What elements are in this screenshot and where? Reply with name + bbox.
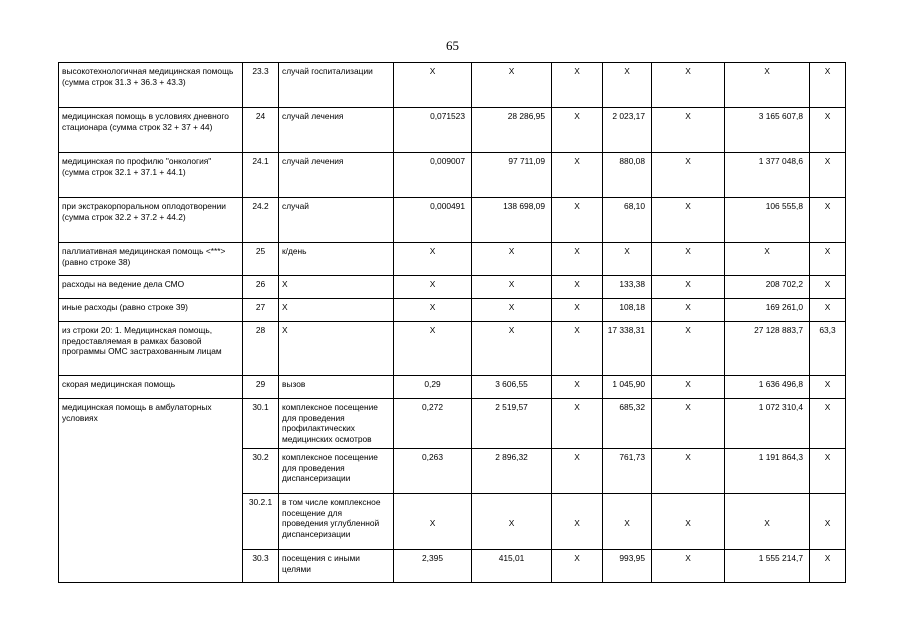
cell-value: 2 896,32 — [472, 449, 552, 494]
cell-value: X — [472, 276, 552, 299]
cell-value: X — [725, 494, 810, 550]
row-name: скорая медицинская помощь — [59, 376, 243, 399]
cell-value: X — [552, 63, 603, 108]
cell-value: 0,071523 — [394, 108, 472, 153]
cell-value: X — [810, 276, 846, 299]
row-unit: комплексное посещение для проведения диспансеризации — [279, 449, 394, 494]
row-number: 29 — [243, 376, 279, 399]
cell-value: X — [652, 322, 725, 376]
cell-value: X — [652, 108, 725, 153]
cell-value: X — [652, 153, 725, 198]
cell-value: X — [394, 276, 472, 299]
cell-value: X — [652, 376, 725, 399]
cell-value: X — [552, 494, 603, 550]
cell-value: 133,38 — [603, 276, 652, 299]
cell-value: X — [652, 243, 725, 276]
cell-value: X — [810, 376, 846, 399]
cell-value: 2,395 — [394, 550, 472, 583]
row-name: из строки 20: 1. Медицинская помощь, предоставляемая в рамках базовой программы ОМС застрахованным лицам — [59, 322, 243, 376]
cell-value: 1 191 864,3 — [725, 449, 810, 494]
cell-value: X — [810, 153, 846, 198]
cell-value: X — [652, 198, 725, 243]
cell-value: 1 377 048,6 — [725, 153, 810, 198]
cell-value: X — [652, 276, 725, 299]
cell-value: X — [552, 550, 603, 583]
cell-value: 138 698,09 — [472, 198, 552, 243]
row-unit: X — [279, 299, 394, 322]
cell-value: 415,01 — [472, 550, 552, 583]
cell-value: X — [810, 108, 846, 153]
cell-value: X — [603, 494, 652, 550]
table-row — [59, 399, 846, 449]
cell-value: X — [603, 63, 652, 108]
row-unit: случай — [279, 198, 394, 243]
cell-value: X — [394, 243, 472, 276]
cell-value: 0,000491 — [394, 198, 472, 243]
row-name: расходы на ведение дела СМО — [59, 276, 243, 299]
cell-value: 761,73 — [603, 449, 652, 494]
cell-value: X — [552, 399, 603, 449]
row-number: 30.1 — [243, 399, 279, 449]
cell-value: 3 165 607,8 — [725, 108, 810, 153]
row-number: 30.3 — [243, 550, 279, 583]
cell-value: X — [810, 299, 846, 322]
row-name: высокотехнологичная медицинская помощь (сумма строк 31.3 + 36.3 + 43.3) — [59, 63, 243, 108]
cell-value: 2 519,57 — [472, 399, 552, 449]
cell-value: 27 128 883,7 — [725, 322, 810, 376]
row-name: паллиативная медицинская помощь <***> (равно строке 38) — [59, 243, 243, 276]
cell-value: 0,263 — [394, 449, 472, 494]
cell-value: 97 711,09 — [472, 153, 552, 198]
cell-value: X — [810, 243, 846, 276]
row-unit: в том числе комплексное посещение для проведения углубленной диспансеризации — [279, 494, 394, 550]
cell-value: 685,32 — [603, 399, 652, 449]
row-unit: X — [279, 322, 394, 376]
cell-value: X — [652, 399, 725, 449]
table-row — [59, 276, 846, 299]
cell-value: 993,95 — [603, 550, 652, 583]
row-name: медицинская помощь в условиях дневного стационара (сумма строк 32 + 37 + 44) — [59, 108, 243, 153]
cell-value: X — [472, 494, 552, 550]
cell-value: X — [552, 198, 603, 243]
row-number: 24.2 — [243, 198, 279, 243]
cell-value: X — [552, 276, 603, 299]
cell-value: 880,08 — [603, 153, 652, 198]
cell-value: X — [394, 494, 472, 550]
cell-value: X — [810, 63, 846, 108]
cell-value: X — [552, 243, 603, 276]
row-unit: к/день — [279, 243, 394, 276]
cell-value: X — [552, 108, 603, 153]
cell-value: X — [552, 376, 603, 399]
row-unit: случай лечения — [279, 108, 394, 153]
cell-value: X — [652, 494, 725, 550]
cell-value: X — [810, 198, 846, 243]
cell-value: 208 702,2 — [725, 276, 810, 299]
row-number: 24 — [243, 108, 279, 153]
cell-value: 17 338,31 — [603, 322, 652, 376]
cell-value: 68,10 — [603, 198, 652, 243]
cell-value: 0,272 — [394, 399, 472, 449]
table-row — [59, 376, 846, 399]
cell-value: X — [652, 550, 725, 583]
row-unit: случай лечения — [279, 153, 394, 198]
cell-value: X — [725, 243, 810, 276]
cell-value: X — [810, 550, 846, 583]
cell-value: X — [472, 322, 552, 376]
cell-value: X — [394, 322, 472, 376]
cell-value: X — [552, 322, 603, 376]
row-number: 25 — [243, 243, 279, 276]
row-name: медицинская по профилю "онкология" (сумма строк 32.1 + 37.1 + 44.1) — [59, 153, 243, 198]
table-row — [59, 108, 846, 153]
row-unit: посещения с иными целями — [279, 550, 394, 583]
cell-value: X — [810, 449, 846, 494]
cell-value: X — [652, 299, 725, 322]
row-name: при экстракорпоральном оплодотворении (сумма строк 32.2 + 37.2 + 44.2) — [59, 198, 243, 243]
cell-value: 2 023,17 — [603, 108, 652, 153]
row-unit: комплексное посещение для проведения профилактических медицинских осмотров — [279, 399, 394, 449]
cell-value: 3 606,55 — [472, 376, 552, 399]
table-row — [59, 153, 846, 198]
cell-value: X — [394, 299, 472, 322]
cell-value: 63,3 — [810, 322, 846, 376]
cell-value: X — [472, 63, 552, 108]
cell-value: X — [725, 63, 810, 108]
row-unit: вызов — [279, 376, 394, 399]
row-unit: X — [279, 276, 394, 299]
cell-value: X — [652, 63, 725, 108]
cell-value: 1 555 214,7 — [725, 550, 810, 583]
table-row — [59, 299, 846, 322]
cell-value: 28 286,95 — [472, 108, 552, 153]
cell-value: 0,009007 — [394, 153, 472, 198]
table-row — [59, 198, 846, 243]
table-row — [59, 322, 846, 376]
row-name: медицинская помощь в амбулаторных условиях — [59, 399, 243, 583]
row-number: 30.2 — [243, 449, 279, 494]
tariff-table — [58, 62, 846, 583]
row-name: иные расходы (равно строке 39) — [59, 299, 243, 322]
row-unit: случай госпитализации — [279, 63, 394, 108]
row-number: 28 — [243, 322, 279, 376]
cell-value: X — [810, 494, 846, 550]
cell-value: X — [552, 153, 603, 198]
cell-value: 1 045,90 — [603, 376, 652, 399]
cell-value: 169 261,0 — [725, 299, 810, 322]
row-number: 23.3 — [243, 63, 279, 108]
page-number: 65 — [446, 38, 459, 53]
cell-value: 1 636 496,8 — [725, 376, 810, 399]
cell-value: X — [472, 243, 552, 276]
cell-value: X — [552, 449, 603, 494]
row-number: 24.1 — [243, 153, 279, 198]
row-number: 26 — [243, 276, 279, 299]
cell-value: X — [552, 299, 603, 322]
cell-value: 108,18 — [603, 299, 652, 322]
row-number: 30.2.1 — [243, 494, 279, 550]
cell-value: X — [394, 63, 472, 108]
cell-value: 0,29 — [394, 376, 472, 399]
row-number: 27 — [243, 299, 279, 322]
cell-value: X — [603, 243, 652, 276]
cell-value: X — [810, 399, 846, 449]
table-row — [59, 243, 846, 276]
cell-value: X — [652, 449, 725, 494]
cell-value: X — [472, 299, 552, 322]
cell-value: 106 555,8 — [725, 198, 810, 243]
table-row — [59, 63, 846, 108]
cell-value: 1 072 310,4 — [725, 399, 810, 449]
